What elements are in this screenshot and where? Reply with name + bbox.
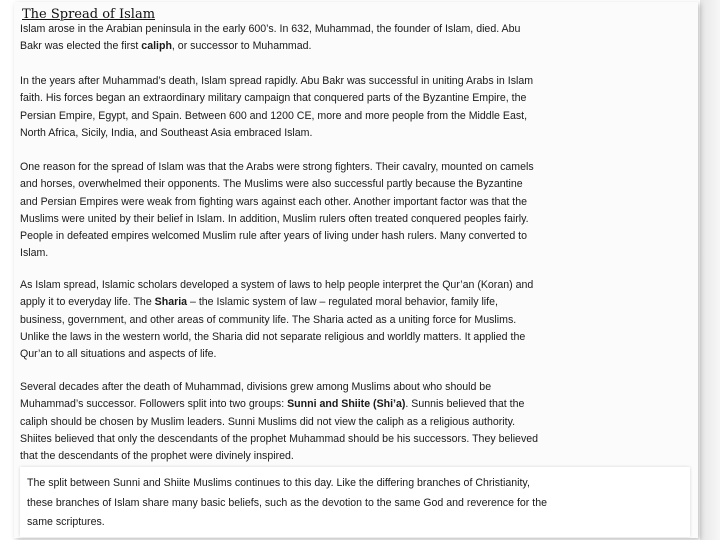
key-term: Sunni and Shiite (Shi’a) xyxy=(287,398,406,411)
text-line xyxy=(20,396,694,413)
text-segment: As Islam spread, Islamic scholars developed a system of laws to help people interpret the Qur’an (Koran) and xyxy=(20,279,534,291)
text-line xyxy=(20,159,694,176)
text-segment: Several decades after the death of Muhammad, divisions grew among Muslims about who should be xyxy=(20,381,492,393)
text-line xyxy=(20,329,694,346)
text-segment: Unlike the laws in the western world, the Sharia did not separate religious and worldly matters. It applied the xyxy=(20,330,526,343)
text-segment: . Sunnis believed that the xyxy=(405,398,525,411)
paragraph-2 xyxy=(20,73,694,142)
text-segment: North Africa, Sicily, India, and Southeast Asia embraced Islam. xyxy=(20,126,313,139)
text-segment: Islam. xyxy=(20,247,49,260)
text-segment: – the Islamic system of law – regulated moral behavior, family life, xyxy=(187,296,498,309)
text-line xyxy=(20,125,694,142)
callout-box xyxy=(20,467,690,537)
text-line xyxy=(20,312,694,329)
text-segment: faith. His forces began an extraordinary military campaign that conquered parts of the Byzantine Empire, the xyxy=(20,92,527,105)
text-line xyxy=(20,38,694,55)
paragraph-4 xyxy=(20,277,694,363)
text-line xyxy=(20,379,694,396)
text-segment: that the descendants of the prophet were divinely inspired. xyxy=(20,450,294,463)
text-segment: caliph should be chosen by Muslim leaders. Sunni Muslims did not view the caliph as a religious authority. xyxy=(20,415,516,428)
paragraph-5 xyxy=(20,379,694,465)
paragraph-3 xyxy=(20,159,694,263)
text-segment: Islam arose in the Arabian peninsula in the early 600’s. In 632, Muhammad, the founder of Islam, died. Abu xyxy=(20,23,521,35)
text-segment: and Persian Empires were weak from fighting wars against each other. Another important factor was that the xyxy=(20,195,527,208)
text-line xyxy=(20,245,694,262)
text-segment: One reason for the spread of Islam was that the Arabs were strong fighters. Their cavalry, mounted on camels xyxy=(20,161,534,173)
text-line xyxy=(20,346,694,363)
text-line xyxy=(20,277,694,294)
callout-line: these branches of Islam share many basic beliefs, such as the devotion to the same God and reverence for the xyxy=(27,496,547,509)
paragraph-1 xyxy=(20,21,694,56)
text-line xyxy=(20,431,694,448)
text-line xyxy=(20,108,694,125)
text-segment: Bakr was elected the first xyxy=(20,40,142,53)
text-segment: apply it to everyday life. The xyxy=(20,296,155,309)
text-line xyxy=(20,414,694,431)
text-line xyxy=(20,194,694,211)
slide-edge-shadow xyxy=(700,0,720,540)
text-segment: , or successor to Muhammad. xyxy=(171,40,312,53)
document-page xyxy=(14,2,698,538)
text-line xyxy=(20,294,694,311)
text-line xyxy=(20,90,694,107)
text-line xyxy=(20,176,694,193)
text-segment: and horses, overwhelmed their opponents. The Muslims were also successful partly because the Byzantine xyxy=(20,178,523,191)
text-segment: Persian Empire, Egypt, and Spain. Between 600 and 1200 CE, more and more people from the Middle East, xyxy=(20,109,528,122)
callout-line: same scriptures. xyxy=(27,516,105,528)
callout-line: The split between Sunni and Shiite Muslims continues to this day. Like the differing branches of Christianity, xyxy=(27,477,530,489)
key-term: caliph xyxy=(141,40,172,53)
text-segment: Muslims were united by their belief in Islam. In addition, Muslim rulers often treated conquered peoples fairly. xyxy=(20,212,529,225)
key-term: Sharia xyxy=(154,296,188,309)
text-line xyxy=(20,211,694,228)
text-segment: Muhammad’s successor. Followers split into two groups: xyxy=(20,398,288,411)
text-segment: In the years after Muhammad’s death, Islam spread rapidly. Abu Bakr was successful in uniting Arabs in Islam xyxy=(20,75,534,87)
text-segment: Qur’an to all situations and aspects of life. xyxy=(20,348,217,361)
document-title: The Spread of Islam xyxy=(22,7,156,22)
text-segment: Shiites believed that only the descendants of the prophet Muhammad should be his successors. They believed xyxy=(20,432,539,445)
text-segment: People in defeated empires welcomed Muslim rule after years of living under hash rulers. Many converted to xyxy=(20,230,527,243)
text-line xyxy=(20,73,694,90)
text-line xyxy=(20,21,694,38)
text-line xyxy=(20,448,694,465)
text-line xyxy=(20,228,694,245)
text-segment: business, government, and other areas of community life. The Sharia acted as a uniting force for Muslims. xyxy=(20,313,517,326)
